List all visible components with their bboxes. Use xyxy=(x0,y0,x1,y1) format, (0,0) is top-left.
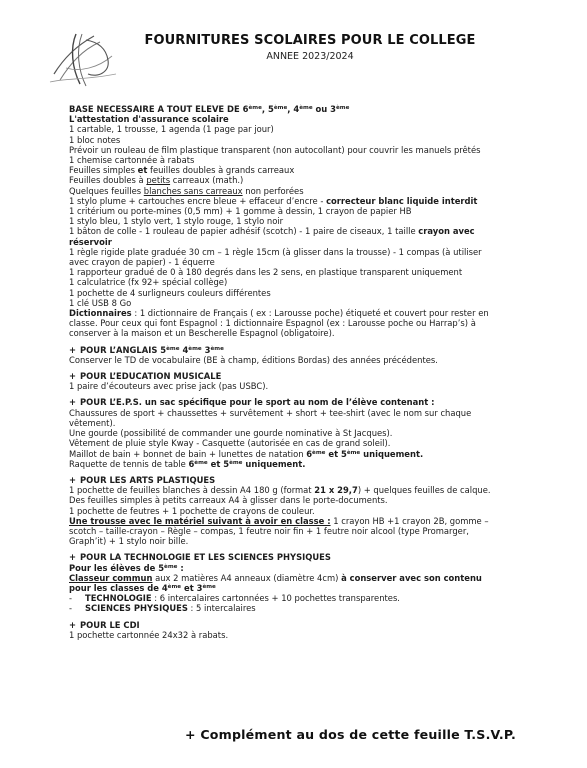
list-item-continued: pour les classes de 4ème et 3ème xyxy=(69,582,216,593)
section-technology-heading: + POUR LA TECHNOLOGIE ET LES SCIENCES PHYSIQUES xyxy=(69,552,331,563)
list-item-continued: réservoir xyxy=(69,236,112,247)
dictionary-item-continued: conserver à la maison et un Bescherelle Espagnol (obligatoire). xyxy=(69,328,335,339)
insurance-line: L'attestation d'assurance scolaire xyxy=(69,114,229,125)
page-footer-note: + Complément au dos de cette feuille T.S.V.P. xyxy=(185,727,516,742)
section-base-heading: BASE NECESSAIRE A TOUT ELEVE DE 6ème, 5ème, 4ème ou 3ème xyxy=(69,104,350,114)
list-item: 1 clé USB 8 Go xyxy=(69,297,132,308)
list-item: 1 bloc notes xyxy=(69,134,121,145)
list-item: 1 pochette cartonnée 24x32 à rabats. xyxy=(69,629,229,640)
list-item: Une trousse avec le matériel suivant à avoir en classe : 1 crayon HB +1 crayon 2B, gomme – xyxy=(69,515,489,526)
list-item: 1 chemise cartonnée à rabats xyxy=(69,155,195,166)
list-item: 1 rapporteur gradué de 0 à 180 degrés dans les 2 sens, en plastique transparent uniquement xyxy=(69,267,463,278)
list-item: 1 paire d’écouteurs avec prise jack (pas USBC). xyxy=(69,381,269,392)
dictionary-item: Dictionnaires : 1 dictionnaire de Français ( ex : Larousse poche) étiqueté et couvert pour rester en xyxy=(69,308,489,319)
list-item-continued: Graph’it) + 1 stylo noir bille. xyxy=(69,536,189,547)
list-item: 1 bâton de colle - 1 rouleau de papier adhésif (scotch) - 1 paire de ciseaux, 1 taille crayon avec xyxy=(69,226,475,237)
technology-subitem: - TECHNOLOGIE : 6 intercalaires cartonnées + 10 pochettes transparentes. xyxy=(69,593,400,604)
section-eps-heading: + POUR L’E.P.S. un sac spécifique pour le sport au nom de l’élève contenant : xyxy=(69,397,435,408)
technology-subheading: Pour les élèves de 5ème : xyxy=(69,562,184,573)
list-item: 1 stylo bleu, 1 stylo vert, 1 stylo rouge, 1 stylo noir xyxy=(69,216,284,227)
list-item: Conserver le TD de vocabulaire (BE à champ, éditions Bordas) des années précédentes. xyxy=(69,354,438,365)
physics-subitem: - SCIENCES PHYSIQUES : 5 intercalaires xyxy=(69,603,256,614)
section-cdi-heading: + POUR LE CDI xyxy=(69,619,140,630)
list-item: Des feuilles simples à petits carreaux A4 à glisser dans le porte-documents. xyxy=(69,495,388,506)
list-item: 1 pochette de feuilles blanches à dessin A4 180 g (format 21 x 29,7) + quelques feuilles de calque. xyxy=(69,485,491,496)
document-header xyxy=(130,33,490,62)
list-item: 1 règle rigide plate graduée 30 cm – 1 règle 15cm (à glisser dans la trousse) - 1 compas (à utiliser xyxy=(69,246,482,257)
list-item: 1 pochette de feutres + 1 pochette de crayons de couleur. xyxy=(69,505,315,516)
list-item: 1 cartable, 1 trousse, 1 agenda (1 page par jour) xyxy=(69,124,274,135)
list-item: 1 stylo plume + cartouches encre bleue + effaceur d’encre - correcteur blanc liquide interdit xyxy=(69,195,478,206)
list-item: Classeur commun aux 2 matières A4 anneaux (diamètre 4cm) à conserver avec son contenu xyxy=(69,572,482,583)
dictionary-item-continued: classe. Pour ceux qui font Espagnol : 1 dictionnaire Espagnol (ex : Larousse poche ou Harrap’s) à xyxy=(69,318,476,329)
school-year: ANNEE 2023/2024 xyxy=(266,51,354,62)
list-item: Feuilles doubles à petits carreaux (math.) xyxy=(69,175,244,186)
list-item: Prévoir un rouleau de film plastique transparent (non autocollant) pour couvrir les manuels prêtés xyxy=(69,144,481,155)
list-item-continued: avec crayon de papier) - 1 équerre xyxy=(69,257,215,268)
list-item: Une gourde (possibilité de commander une gourde nominative à St Jacques). xyxy=(69,428,393,439)
list-item-continued: scotch – taille-crayon – Règle – compas, 1 feutre noir fin + 1 feutre noir alcool (type Promarger, xyxy=(69,525,469,536)
list-item: Quelques feuilles blanches sans carreaux non perforées xyxy=(69,185,304,196)
supply-list xyxy=(69,104,569,640)
list-item: Feuilles simples et feuilles doubles à grands carreaux xyxy=(69,165,295,176)
list-item: Maillot de bain + bonnet de bain + lunettes de natation 6ème et 5ème uniquement. xyxy=(69,448,424,459)
list-item: 1 pochette de 4 surligneurs couleurs différentes xyxy=(69,287,271,298)
list-item: 1 critérium ou porte-mines (0,5 mm) + 1 gomme à dessin, 1 crayon de papier HB xyxy=(69,206,412,217)
page-title: FOURNITURES SCOLAIRES POUR LE COLLEGE xyxy=(144,33,476,48)
list-item: 1 calculatrice (fx 92+ spécial collège) xyxy=(69,277,228,288)
list-item: Vêtement de pluie style Kway - Casquette (autorisée en cas de grand soleil). xyxy=(69,438,391,449)
list-item: Raquette de tennis de table 6ème et 5ème uniquement. xyxy=(69,458,306,469)
list-item-continued: vêtement). xyxy=(69,417,116,428)
school-logo-icon xyxy=(46,28,122,90)
section-english-heading: + POUR L’ANGLAIS 5ème 4ème 3ème xyxy=(69,344,224,355)
list-item: Chaussures de sport + chaussettes + survêtement + short + tee-shirt (avec le nom sur chaque xyxy=(69,407,472,418)
section-arts-heading: + POUR LES ARTS PLASTIQUES xyxy=(69,474,216,485)
section-music-heading: + POUR L’EDUCATION MUSICALE xyxy=(69,371,222,382)
